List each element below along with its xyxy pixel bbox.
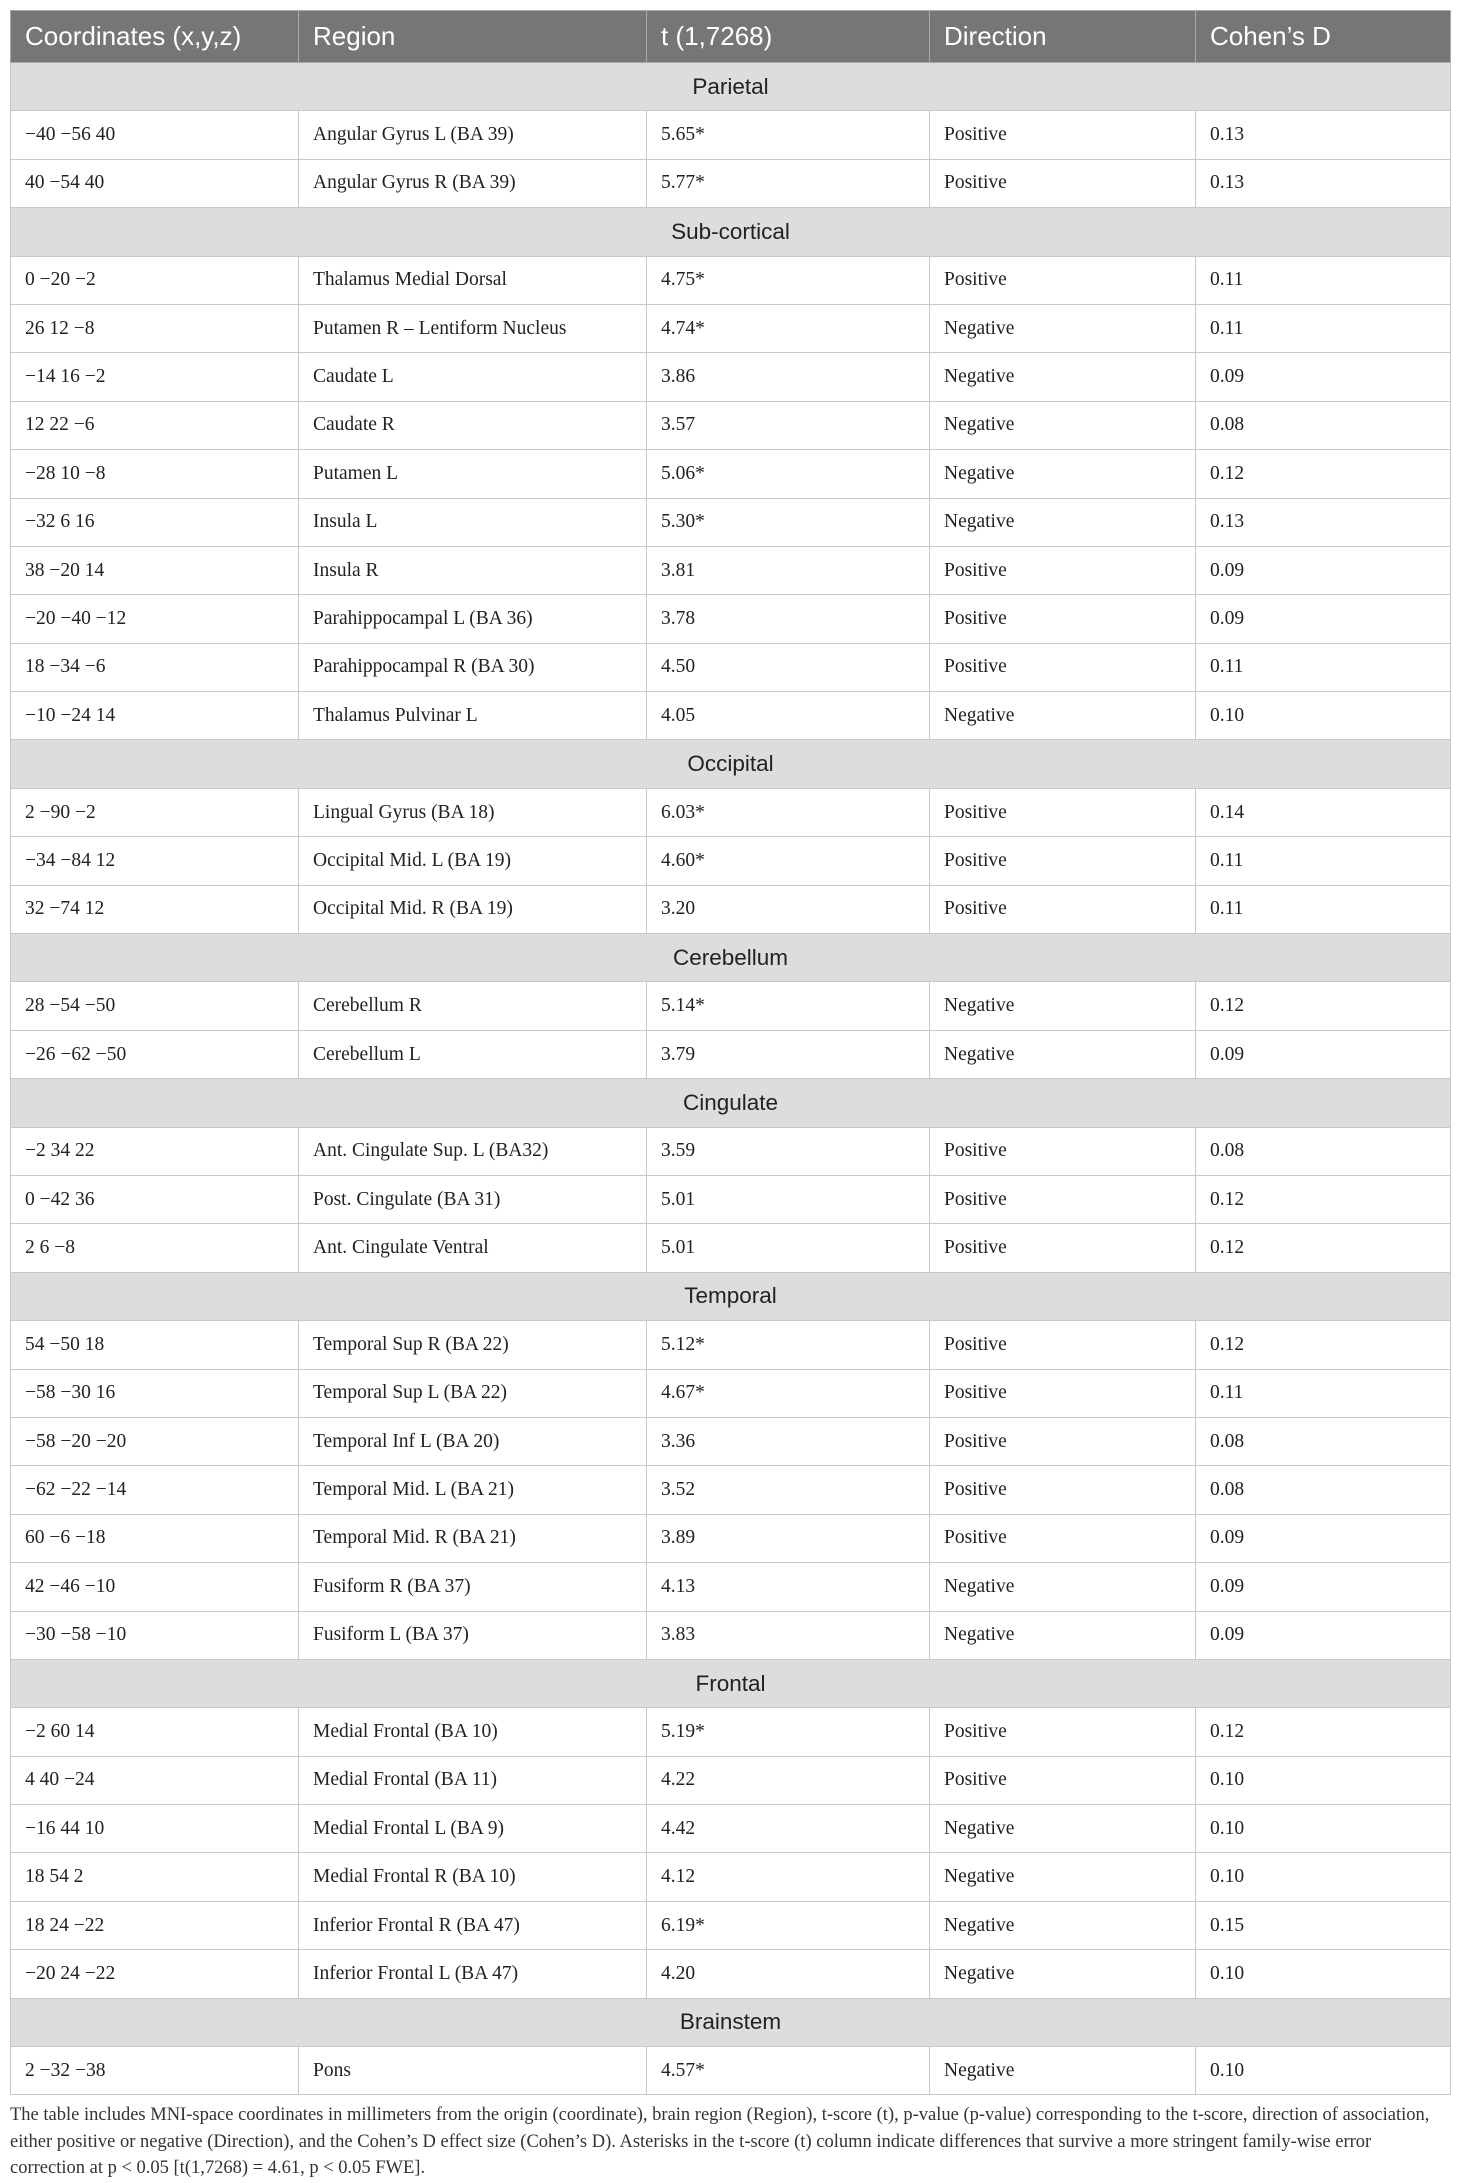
cell-region: Temporal Mid. R (BA 21) xyxy=(299,1514,647,1562)
cell-direction: Negative xyxy=(930,692,1196,740)
cell-coordinates: −28 10 −8 xyxy=(11,450,299,498)
cell-direction: Negative xyxy=(930,1563,1196,1611)
cell-direction: Negative xyxy=(930,1611,1196,1659)
cell-t-score: 5.77* xyxy=(647,159,930,207)
cell-region: Occipital Mid. R (BA 19) xyxy=(299,885,647,933)
cell-coordinates: −26 −62 −50 xyxy=(11,1030,299,1078)
cell-t-score: 4.67* xyxy=(647,1369,930,1417)
cell-direction: Negative xyxy=(930,401,1196,449)
section-title: Cingulate xyxy=(11,1079,1451,1127)
cell-region: Temporal Mid. L (BA 21) xyxy=(299,1466,647,1514)
cell-cohens-d: 0.13 xyxy=(1196,111,1451,159)
cell-t-score: 4.42 xyxy=(647,1805,930,1853)
section-row xyxy=(11,208,1451,256)
cell-coordinates: 2 6 −8 xyxy=(11,1224,299,1272)
cell-t-score: 4.57* xyxy=(647,2047,930,2095)
table-row xyxy=(11,1321,1451,1369)
cell-t-score: 3.57 xyxy=(647,401,930,449)
table-row xyxy=(11,498,1451,546)
cell-cohens-d: 0.09 xyxy=(1196,1563,1451,1611)
cell-region: Parahippocampal L (BA 36) xyxy=(299,595,647,643)
cell-direction: Positive xyxy=(930,1127,1196,1175)
table-row xyxy=(11,1708,1451,1756)
cell-cohens-d: 0.12 xyxy=(1196,1321,1451,1369)
cell-region: Caudate L xyxy=(299,353,647,401)
cell-direction: Positive xyxy=(930,788,1196,836)
section-title: Cerebellum xyxy=(11,934,1451,982)
table-row xyxy=(11,450,1451,498)
cell-direction: Positive xyxy=(930,1708,1196,1756)
table-row xyxy=(11,159,1451,207)
cell-coordinates: 18 54 2 xyxy=(11,1853,299,1901)
cell-cohens-d: 0.10 xyxy=(1196,1756,1451,1804)
cell-direction: Positive xyxy=(930,885,1196,933)
cell-cohens-d: 0.11 xyxy=(1196,1369,1451,1417)
cell-coordinates: 12 22 −6 xyxy=(11,401,299,449)
cell-region: Putamen R – Lentiform Nucleus xyxy=(299,304,647,352)
cell-cohens-d: 0.08 xyxy=(1196,1127,1451,1175)
table-row xyxy=(11,256,1451,304)
results-table xyxy=(10,10,1451,2095)
table-row xyxy=(11,1030,1451,1078)
section-row xyxy=(11,1079,1451,1127)
cell-region: Ant. Cingulate Ventral xyxy=(299,1224,647,1272)
cell-region: Lingual Gyrus (BA 18) xyxy=(299,788,647,836)
cell-cohens-d: 0.12 xyxy=(1196,982,1451,1030)
cell-cohens-d: 0.13 xyxy=(1196,159,1451,207)
cell-region: Angular Gyrus L (BA 39) xyxy=(299,111,647,159)
cell-region: Medial Frontal R (BA 10) xyxy=(299,1853,647,1901)
cell-direction: Positive xyxy=(930,111,1196,159)
cell-region: Inferior Frontal R (BA 47) xyxy=(299,1901,647,1949)
cell-region: Inferior Frontal L (BA 47) xyxy=(299,1950,647,1998)
section-title: Sub-cortical xyxy=(11,208,1451,256)
cell-region: Temporal Inf L (BA 20) xyxy=(299,1417,647,1465)
header-cohens-d: Cohen’s D xyxy=(1196,11,1451,63)
cell-cohens-d: 0.09 xyxy=(1196,546,1451,594)
cell-region: Fusiform L (BA 37) xyxy=(299,1611,647,1659)
section-row xyxy=(11,1998,1451,2046)
cell-t-score: 4.20 xyxy=(647,1950,930,1998)
cell-coordinates: 18 −34 −6 xyxy=(11,643,299,691)
cell-region: Caudate R xyxy=(299,401,647,449)
table-row xyxy=(11,2047,1451,2095)
cell-direction: Negative xyxy=(930,1901,1196,1949)
table-row xyxy=(11,692,1451,740)
cell-direction: Positive xyxy=(930,595,1196,643)
cell-cohens-d: 0.11 xyxy=(1196,885,1451,933)
table-row xyxy=(11,1950,1451,1998)
table-row xyxy=(11,1563,1451,1611)
cell-cohens-d: 0.10 xyxy=(1196,1950,1451,1998)
cell-cohens-d: 0.10 xyxy=(1196,2047,1451,2095)
cell-cohens-d: 0.10 xyxy=(1196,1805,1451,1853)
cell-coordinates: 18 24 −22 xyxy=(11,1901,299,1949)
table-row xyxy=(11,1514,1451,1562)
cell-coordinates: −2 34 22 xyxy=(11,1127,299,1175)
table-row xyxy=(11,1611,1451,1659)
cell-region: Insula L xyxy=(299,498,647,546)
cell-coordinates: 32 −74 12 xyxy=(11,885,299,933)
cell-direction: Negative xyxy=(930,498,1196,546)
cell-direction: Positive xyxy=(930,546,1196,594)
cell-t-score: 3.59 xyxy=(647,1127,930,1175)
cell-coordinates: 28 −54 −50 xyxy=(11,982,299,1030)
cell-t-score: 4.50 xyxy=(647,643,930,691)
cell-cohens-d: 0.14 xyxy=(1196,788,1451,836)
cell-t-score: 3.83 xyxy=(647,1611,930,1659)
table-row xyxy=(11,1369,1451,1417)
cell-coordinates: −10 −24 14 xyxy=(11,692,299,740)
table-row xyxy=(11,1417,1451,1465)
table-row xyxy=(11,1853,1451,1901)
cell-region: Cerebellum L xyxy=(299,1030,647,1078)
cell-t-score: 3.36 xyxy=(647,1417,930,1465)
table-row xyxy=(11,837,1451,885)
cell-t-score: 6.03* xyxy=(647,788,930,836)
cell-t-score: 4.05 xyxy=(647,692,930,740)
cell-coordinates: −62 −22 −14 xyxy=(11,1466,299,1514)
cell-coordinates: −40 −56 40 xyxy=(11,111,299,159)
cell-coordinates: −16 44 10 xyxy=(11,1805,299,1853)
header-coordinates: Coordinates (x,y,z) xyxy=(11,11,299,63)
cell-direction: Negative xyxy=(930,1853,1196,1901)
cell-cohens-d: 0.08 xyxy=(1196,1466,1451,1514)
cell-direction: Negative xyxy=(930,2047,1196,2095)
cell-coordinates: 4 40 −24 xyxy=(11,1756,299,1804)
cell-coordinates: −30 −58 −10 xyxy=(11,1611,299,1659)
cell-region: Medial Frontal (BA 11) xyxy=(299,1756,647,1804)
cell-t-score: 3.20 xyxy=(647,885,930,933)
section-title: Temporal xyxy=(11,1272,1451,1320)
cell-cohens-d: 0.10 xyxy=(1196,692,1451,740)
cell-coordinates: −32 6 16 xyxy=(11,498,299,546)
cell-t-score: 3.78 xyxy=(647,595,930,643)
cell-t-score: 5.14* xyxy=(647,982,930,1030)
cell-t-score: 5.01 xyxy=(647,1224,930,1272)
cell-t-score: 4.22 xyxy=(647,1756,930,1804)
cell-cohens-d: 0.12 xyxy=(1196,1175,1451,1223)
cell-direction: Negative xyxy=(930,1805,1196,1853)
cell-t-score: 5.01 xyxy=(647,1175,930,1223)
cell-coordinates: −20 −40 −12 xyxy=(11,595,299,643)
cell-t-score: 3.81 xyxy=(647,546,930,594)
cell-region: Thalamus Medial Dorsal xyxy=(299,256,647,304)
cell-direction: Negative xyxy=(930,353,1196,401)
table-row xyxy=(11,1224,1451,1272)
cell-direction: Positive xyxy=(930,256,1196,304)
cell-region: Temporal Sup L (BA 22) xyxy=(299,1369,647,1417)
cell-direction: Negative xyxy=(930,450,1196,498)
section-row xyxy=(11,1659,1451,1707)
cell-cohens-d: 0.12 xyxy=(1196,1224,1451,1272)
cell-cohens-d: 0.11 xyxy=(1196,643,1451,691)
table-figure xyxy=(10,10,1450,2182)
cell-coordinates: −2 60 14 xyxy=(11,1708,299,1756)
cell-t-score: 3.52 xyxy=(647,1466,930,1514)
cell-region: Fusiform R (BA 37) xyxy=(299,1563,647,1611)
cell-cohens-d: 0.11 xyxy=(1196,256,1451,304)
cell-coordinates: 60 −6 −18 xyxy=(11,1514,299,1562)
table-row xyxy=(11,304,1451,352)
cell-coordinates: 2 −32 −38 xyxy=(11,2047,299,2095)
cell-t-score: 4.13 xyxy=(647,1563,930,1611)
section-row xyxy=(11,934,1451,982)
cell-region: Insula R xyxy=(299,546,647,594)
cell-cohens-d: 0.09 xyxy=(1196,1514,1451,1562)
table-caption: The table includes MNI-space coordinates in millimeters from the origin (coordinate), brain region (Region), t-score (t), p-value (p-value) corresponding to the t-score, direction of association, either positive or negative (Direction), and the Cohen’s D effect size (Cohen’s D). Asterisks in the t-score (t) column indicate differences that survive a more stringent family-wise error correction at p < 0.05 [t(1,7268) = 4.61, p < 0.05 FWE]. xyxy=(10,2105,1430,2179)
cell-t-score: 6.19* xyxy=(647,1901,930,1949)
cell-region: Medial Frontal L (BA 9) xyxy=(299,1805,647,1853)
table-row xyxy=(11,546,1451,594)
cell-region: Temporal Sup R (BA 22) xyxy=(299,1321,647,1369)
section-row xyxy=(11,63,1451,111)
table-row xyxy=(11,885,1451,933)
cell-direction: Positive xyxy=(930,159,1196,207)
cell-t-score: 5.12* xyxy=(647,1321,930,1369)
cell-cohens-d: 0.09 xyxy=(1196,595,1451,643)
cell-coordinates: −58 −20 −20 xyxy=(11,1417,299,1465)
cell-t-score: 5.65* xyxy=(647,111,930,159)
cell-cohens-d: 0.11 xyxy=(1196,837,1451,885)
cell-direction: Positive xyxy=(930,1224,1196,1272)
cell-t-score: 4.60* xyxy=(647,837,930,885)
cell-direction: Positive xyxy=(930,1369,1196,1417)
table-row xyxy=(11,1756,1451,1804)
cell-coordinates: −34 −84 12 xyxy=(11,837,299,885)
table-row xyxy=(11,1805,1451,1853)
cell-t-score: 5.19* xyxy=(647,1708,930,1756)
cell-direction: Negative xyxy=(930,1030,1196,1078)
cell-cohens-d: 0.15 xyxy=(1196,1901,1451,1949)
cell-coordinates: 38 −20 14 xyxy=(11,546,299,594)
cell-direction: Positive xyxy=(930,1175,1196,1223)
cell-region: Cerebellum R xyxy=(299,982,647,1030)
cell-cohens-d: 0.13 xyxy=(1196,498,1451,546)
cell-coordinates: 42 −46 −10 xyxy=(11,1563,299,1611)
section-row xyxy=(11,1272,1451,1320)
header-row xyxy=(11,11,1451,63)
cell-cohens-d: 0.09 xyxy=(1196,1030,1451,1078)
cell-t-score: 3.79 xyxy=(647,1030,930,1078)
table-row xyxy=(11,982,1451,1030)
cell-t-score: 4.75* xyxy=(647,256,930,304)
table-row xyxy=(11,1175,1451,1223)
table-row xyxy=(11,353,1451,401)
cell-direction: Positive xyxy=(930,1514,1196,1562)
table-row xyxy=(11,595,1451,643)
table-row xyxy=(11,111,1451,159)
cell-direction: Positive xyxy=(930,1466,1196,1514)
cell-direction: Positive xyxy=(930,837,1196,885)
cell-t-score: 5.06* xyxy=(647,450,930,498)
cell-direction: Negative xyxy=(930,304,1196,352)
table-body xyxy=(11,63,1451,2095)
table-row xyxy=(11,1901,1451,1949)
cell-cohens-d: 0.08 xyxy=(1196,401,1451,449)
section-title: Occipital xyxy=(11,740,1451,788)
cell-cohens-d: 0.08 xyxy=(1196,1417,1451,1465)
table-row xyxy=(11,401,1451,449)
section-row xyxy=(11,740,1451,788)
header-direction: Direction xyxy=(930,11,1196,63)
cell-cohens-d: 0.12 xyxy=(1196,450,1451,498)
cell-coordinates: 0 −42 36 xyxy=(11,1175,299,1223)
cell-coordinates: 40 −54 40 xyxy=(11,159,299,207)
cell-direction: Positive xyxy=(930,1756,1196,1804)
header-t-score: t (1,7268) xyxy=(647,11,930,63)
cell-coordinates: 26 12 −8 xyxy=(11,304,299,352)
cell-coordinates: 0 −20 −2 xyxy=(11,256,299,304)
cell-t-score: 4.74* xyxy=(647,304,930,352)
cell-coordinates: 54 −50 18 xyxy=(11,1321,299,1369)
cell-region: Pons xyxy=(299,2047,647,2095)
cell-region: Putamen L xyxy=(299,450,647,498)
cell-direction: Positive xyxy=(930,1417,1196,1465)
cell-t-score: 3.89 xyxy=(647,1514,930,1562)
cell-direction: Negative xyxy=(930,982,1196,1030)
cell-region: Occipital Mid. L (BA 19) xyxy=(299,837,647,885)
section-title: Parietal xyxy=(11,63,1451,111)
cell-direction: Positive xyxy=(930,643,1196,691)
section-title: Frontal xyxy=(11,1659,1451,1707)
cell-direction: Positive xyxy=(930,1321,1196,1369)
cell-region: Post. Cingulate (BA 31) xyxy=(299,1175,647,1223)
cell-region: Medial Frontal (BA 10) xyxy=(299,1708,647,1756)
cell-cohens-d: 0.12 xyxy=(1196,1708,1451,1756)
cell-t-score: 5.30* xyxy=(647,498,930,546)
cell-coordinates: 2 −90 −2 xyxy=(11,788,299,836)
cell-coordinates: −58 −30 16 xyxy=(11,1369,299,1417)
section-title: Brainstem xyxy=(11,1998,1451,2046)
header-region: Region xyxy=(299,11,647,63)
table-row xyxy=(11,788,1451,836)
cell-coordinates: −20 24 −22 xyxy=(11,1950,299,1998)
cell-region: Thalamus Pulvinar L xyxy=(299,692,647,740)
table-row xyxy=(11,1466,1451,1514)
table-row xyxy=(11,643,1451,691)
cell-direction: Negative xyxy=(930,1950,1196,1998)
cell-region: Ant. Cingulate Sup. L (BA32) xyxy=(299,1127,647,1175)
cell-cohens-d: 0.09 xyxy=(1196,1611,1451,1659)
cell-t-score: 3.86 xyxy=(647,353,930,401)
cell-cohens-d: 0.10 xyxy=(1196,1853,1451,1901)
cell-region: Parahippocampal R (BA 30) xyxy=(299,643,647,691)
cell-region: Angular Gyrus R (BA 39) xyxy=(299,159,647,207)
cell-cohens-d: 0.11 xyxy=(1196,304,1451,352)
cell-t-score: 4.12 xyxy=(647,1853,930,1901)
cell-coordinates: −14 16 −2 xyxy=(11,353,299,401)
table-row xyxy=(11,1127,1451,1175)
cell-cohens-d: 0.09 xyxy=(1196,353,1451,401)
